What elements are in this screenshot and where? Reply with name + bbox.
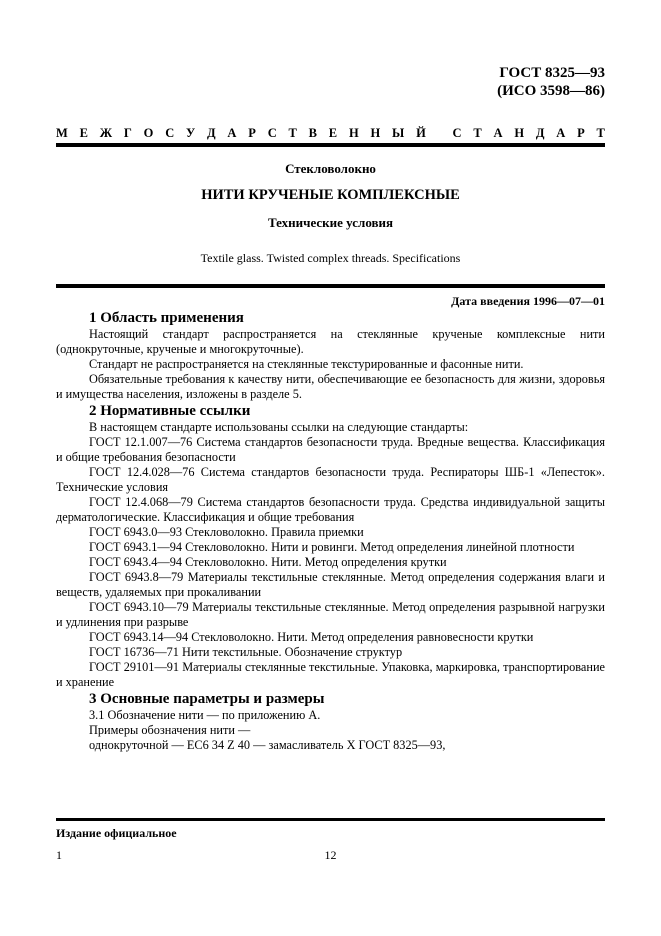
page-number-left: 1 — [56, 848, 62, 862]
reference-item: ГОСТ 6943.10—79 Материалы текстильные стеклянные. Метод определения разрывной нагрузки и удлинения при разрыве — [56, 600, 605, 629]
main-title: НИТИ КРУЧЕНЫЕ КОМПЛЕКСНЫЕ — [201, 187, 460, 203]
reference-item: ГОСТ 29101—91 Материалы стеклянные текстильные. Упаковка, маркировка, транспортирование и хранение — [56, 660, 605, 689]
title-rule — [56, 284, 605, 288]
reference-item: ГОСТ 12.1.007—76 Система стандартов безопасности труда. Вредные вещества. Классификация и общие требования безопасности — [56, 435, 605, 464]
paragraph: Обязательные требования к качеству нити, обеспечивающие ее безопасность для жизни, здоровья и имущества населения, изложены в разделе 5. — [56, 372, 605, 401]
section-2-intro: В настоящем стандарте использованы ссылки на следующие стандарты: — [89, 420, 469, 434]
section-3-heading: 3 Основные параметры и размеры — [89, 691, 325, 707]
page-number-center: 12 — [324, 848, 337, 862]
standard-banner: М Е Ж Г О С У Д А Р С Т В Е Н Н Ы Й С Т А Н Д А Р Т — [56, 126, 605, 140]
paragraph: Стандарт не распространяется на стеклянные текстурированные и фасонные нити. — [89, 357, 524, 371]
reference-item: ГОСТ 6943.1—94 Стекловолокно. Нити и ровинги. Метод определения линейной плотности — [89, 540, 575, 554]
doc-number: ГОСТ 8325—93 — [499, 65, 605, 81]
reference-item: ГОСТ 16736—71 Нити текстильные. Обозначение структур — [89, 645, 403, 659]
page-numbers — [56, 848, 605, 862]
english-title: Textile glass. Twisted complex threads. Specifications — [200, 251, 461, 265]
reference-item: ГОСТ 6943.0—93 Стекловолокно. Правила приемки — [89, 525, 364, 539]
paragraph: Настоящий стандарт распространяется на стеклянные крученые комплексные нити (однокруточные, крученые и многокруточные). — [56, 327, 605, 356]
section-1-heading: 1 Область применения — [89, 310, 244, 326]
subtitle: Технические условия — [267, 215, 394, 230]
page-footer — [56, 818, 605, 862]
doc-number-block — [56, 64, 605, 100]
reference-item: ГОСТ 12.4.028—76 Система стандартов безопасности труда. Респираторы ШБ-1 «Лепесток». Технические условия — [56, 465, 605, 494]
footer-rule — [56, 818, 605, 821]
reference-item: ГОСТ 12.4.068—79 Система стандартов безопасности труда. Средства индивидуальной защиты дерматологические. Классификация и общие требования — [56, 495, 605, 524]
effective-date: Дата введения 1996—07—01 — [451, 294, 605, 308]
section-2-heading: 2 Нормативные ссылки — [89, 403, 251, 419]
iso-number: (ИСО 3598—86) — [497, 83, 605, 99]
official-edition-note: Издание официальное — [56, 826, 177, 840]
reference-item: ГОСТ 6943.8—79 Материалы текстильные стеклянные. Метод определения содержания влаги и веществ, удаляемых при прокаливании — [56, 570, 605, 599]
reference-item: ГОСТ 6943.4—94 Стекловолокно. Нити. Метод определения крутки — [89, 555, 447, 569]
reference-item: ГОСТ 6943.14—94 Стекловолокно. Нити. Метод определения равновесности крутки — [89, 630, 534, 644]
banner-rule — [56, 143, 605, 147]
paragraph: однокруточной — ЕС6 34 Z 40 — замасливатель Х ГОСТ 8325—93, — [89, 738, 446, 752]
paragraph: 3.1 Обозначение нити — по приложению А. — [89, 708, 321, 722]
subject-title: Стекловолокно — [285, 161, 376, 176]
paragraph: Примеры обозначения нити — — [89, 723, 251, 737]
